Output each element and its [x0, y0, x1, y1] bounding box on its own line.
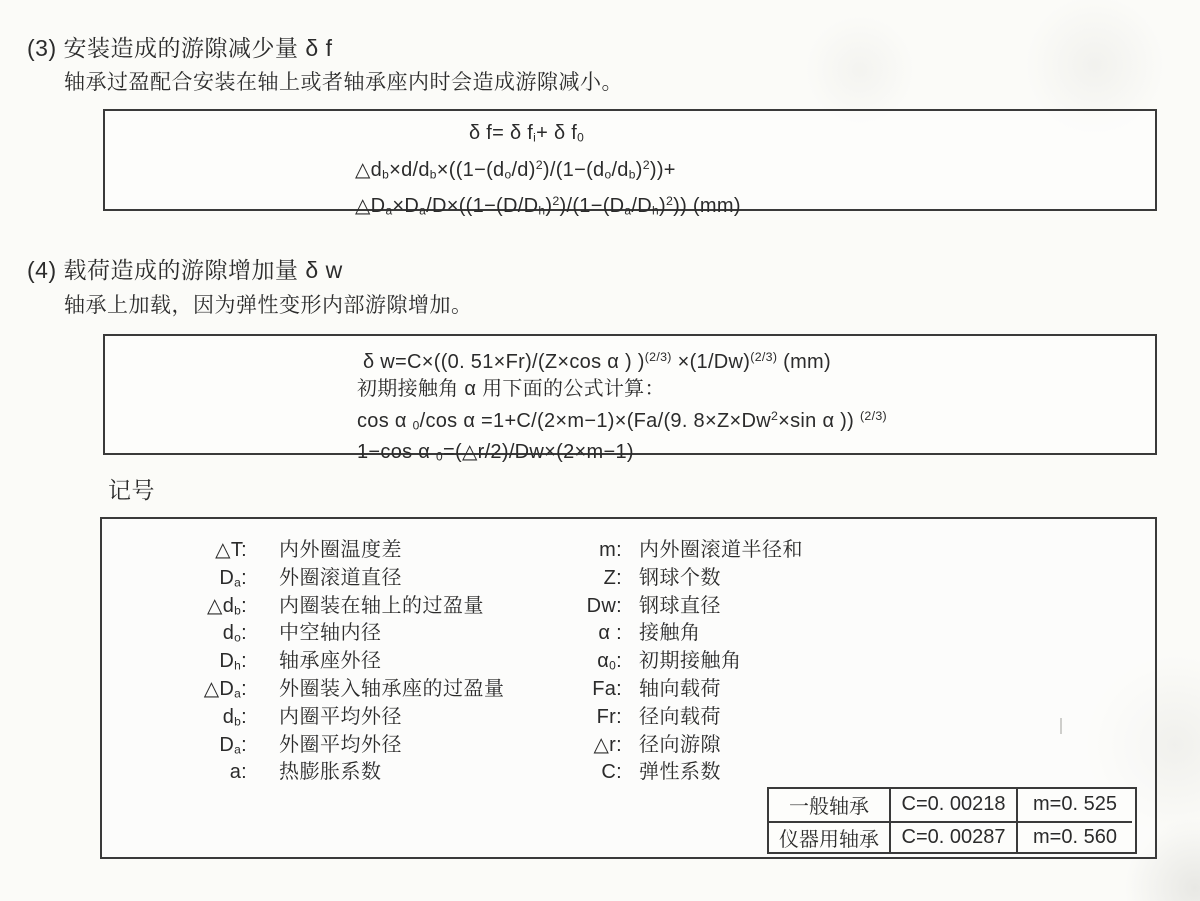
symbol-row [102, 728, 505, 756]
symbols-box [100, 517, 1157, 859]
section4-body: 轴承上加载，因为弹性变形内部游隙增加。 [64, 294, 473, 317]
symbol-definition: 中空轴内径 [279, 622, 382, 645]
symbol-row [522, 616, 803, 644]
symbol-row [102, 644, 505, 672]
table-cell-bearing-type: 仪器用轴承 [769, 821, 889, 853]
symbol-definition: 轴承座外径 [279, 650, 382, 673]
symbol-definition: 径向游隙 [639, 733, 721, 756]
symbols-column-right [522, 533, 803, 783]
symbol-row [522, 561, 803, 589]
symbol-row [522, 700, 803, 728]
symbol-label: Fr: [596, 705, 622, 728]
symbol-definition: 内圈平均外径 [279, 705, 402, 728]
table-cell-bearing-type: 一般轴承 [789, 796, 869, 819]
formula-line: δ w=C×((0. 51×Fr)/(Z×cos α ) )$^{(2/3)} \times(1/Dw)^{(2/3)}$ (mm) [363, 350, 831, 373]
section3-heading: (3) 安装造成的游隙减少量 δ f [27, 35, 333, 61]
symbol-definition: 径向载荷 [639, 705, 721, 728]
symbol-label: $D_h$: [219, 650, 247, 673]
scan-artifact-mark [1060, 718, 1062, 734]
symbol-definition: 钢球个数 [639, 566, 721, 589]
symbol-row [102, 533, 505, 561]
symbol-row [522, 672, 803, 700]
symbol-row [102, 672, 505, 700]
symbol-label: △r: [593, 733, 622, 756]
formula-line: cos α $_0$/cos α =1+C/(2×m−1)×(Fa/(9. $8\times Z\times Dw^2\times\sin$ α )) $^{(2/3)}$ [357, 408, 887, 433]
symbol-label: Fa: [592, 677, 622, 700]
symbol-definition: 接触角 [639, 622, 701, 645]
symbol-label: Dw: [586, 594, 622, 617]
symbol-row [102, 589, 505, 617]
symbol-definition: 轴向载荷 [639, 677, 721, 700]
symbol-row [102, 616, 505, 644]
symbol-label: $d_b$: [222, 705, 247, 729]
symbol-label: α : [598, 622, 622, 645]
formula-line: 1−cos α $_0$=(△r/2)/Dw×(2×m−1) [357, 441, 634, 464]
symbol-label: $\triangle d_b$: [207, 594, 247, 618]
section3-body: 轴承过盈配合安装在轴上或者轴承座内时会造成游隙减小。 [64, 71, 623, 94]
symbol-definition: 内圈装在轴上的过盈量 [279, 594, 484, 617]
symbol-row [522, 589, 803, 617]
symbol-label: △T: [215, 539, 247, 561]
symbol-definition: 外圈滚道直径 [279, 566, 402, 589]
symbol-label: C: [601, 761, 622, 784]
formula-line: $\triangle d_b\times d/d_b\times((1-(d_o/d)^2)/(1-(d_o/d_b)^2))+$ [355, 157, 676, 182]
symbol-label: a: [229, 761, 247, 784]
symbol-label: $\triangle D_a$: [203, 677, 247, 701]
symbol-row [102, 755, 505, 783]
symbol-row [522, 755, 803, 783]
symbol-definition: 内外圈滚道半径和 [639, 539, 803, 561]
symbol-row [522, 644, 803, 672]
symbol-definition: 热膨胀系数 [279, 761, 382, 784]
symbol-label: m: [599, 539, 622, 561]
symbols-column-left [102, 533, 505, 783]
formula-line: $\triangle D_a\times D_a/D\times((1-(D/D_h)^2)/(1-(D_a/D_h)^2))$ (mm) [355, 194, 741, 218]
symbol-row [522, 728, 803, 756]
symbol-label: $D_a$: [219, 566, 247, 590]
symbol-label: Z: [603, 566, 622, 589]
table-cell-c-value: C=0. 00287 [889, 821, 1016, 853]
symbol-definition: 钢球直径 [639, 594, 721, 617]
formula-line: δ f= δ $f_i+ \delta$ $f_0$ [469, 122, 585, 145]
table-cell-m-value: m=0. 525 [1016, 789, 1132, 821]
symbol-definition: 弹性系数 [639, 761, 721, 784]
formula-line: 初期接触角 α 用下面的公式计算： [357, 377, 665, 400]
bearing-constants-table [767, 787, 1137, 854]
symbol-row [522, 533, 803, 561]
formula-box-clearance-increase [103, 334, 1157, 464]
symbol-label: $D_a$: [219, 733, 247, 757]
symbol-definition: 内外圈温度差 [279, 539, 402, 561]
symbol-definition: 外圈平均外径 [279, 733, 402, 756]
formula-box-clearance-reduction [103, 109, 1157, 218]
symbol-row [102, 700, 505, 728]
table-cell-c-value: C=0. 00218 [889, 789, 1016, 821]
symbol-label: $\alpha_0$: [597, 650, 622, 673]
symbol-definition: 外圈装入轴承座的过盈量 [279, 677, 505, 700]
symbol-label: $d_o$: [222, 622, 247, 646]
symbol-definition: 初期接触角 [639, 650, 742, 673]
symbols-heading: 记号 [108, 477, 155, 503]
section4-heading: (4) 载荷造成的游隙增加量 δ w [27, 257, 343, 283]
symbol-row [102, 561, 505, 589]
table-cell-m-value: m=0. 560 [1016, 821, 1132, 853]
